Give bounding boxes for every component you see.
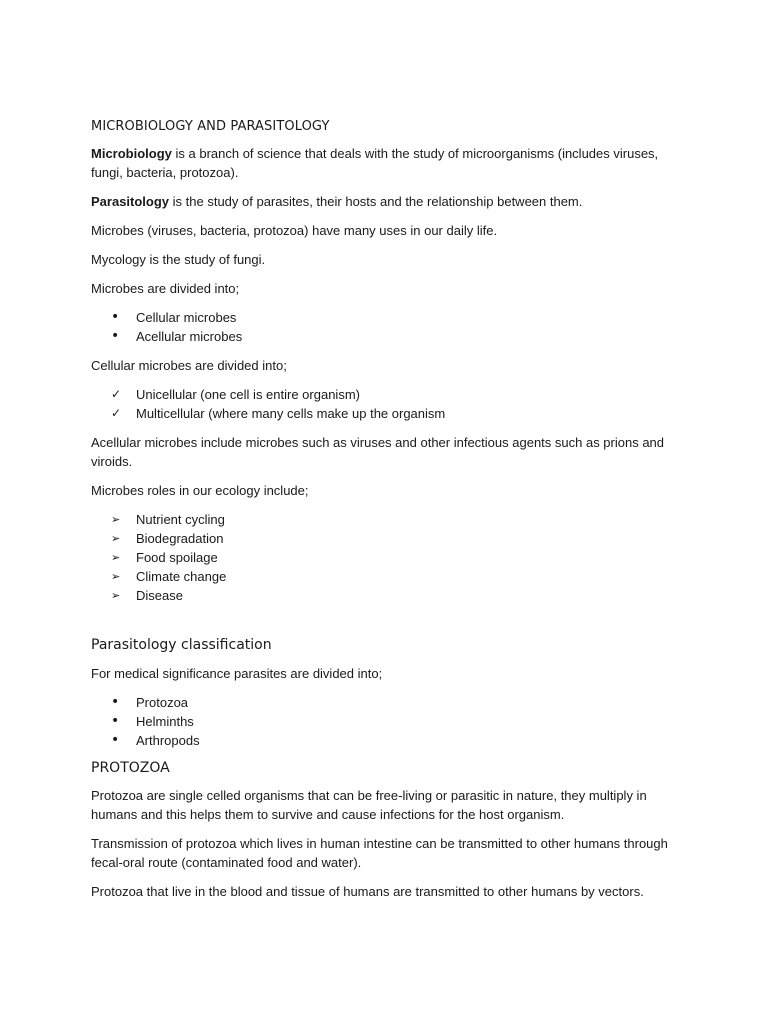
list-cellular-types [91,385,691,423]
bullet-icon [111,327,125,346]
bullet-icon [111,731,125,750]
term-parasitology: Parasitology [91,194,170,209]
paragraph-mycology: Mycology is the study of fungi. [91,252,266,267]
checkmark-icon [111,385,125,404]
list-item [91,586,691,605]
list-item-text: Cellular microbes [136,310,237,325]
arrowhead-icon [111,548,125,567]
list-item-text: Nutrient cycling [136,512,225,527]
list-item [91,529,691,548]
list-item-text: Unicellular (one cell is entire organism) [136,387,360,402]
checkmark-icon [111,404,125,423]
paragraph-medical-significance: For medical significance parasites are divided into; [91,666,383,681]
list-ecology-roles [91,510,691,605]
arrowhead-icon [111,567,125,586]
paragraph-parasitology [91,192,691,211]
list-item [91,308,691,327]
list-item [91,510,691,529]
list-item [91,693,691,712]
paragraph-protozoa-transmission: Transmission of protozoa which lives in human intestine can be transmitted to other humans through fecal-oral route (contaminated food and water). [91,836,668,870]
paragraph-microbe-uses: Microbes (viruses, bacteria, protozoa) have many uses in our daily life. [91,223,498,238]
document-title: MICROBIOLOGY AND PARASITOLOGY [91,119,330,134]
arrowhead-icon [111,586,125,605]
definition-microbiology: is a branch of science that deals with the study of microorganisms (includes viruses, fungi, bacteria, protozoa). [91,146,659,180]
list-item-text: Arthropods [136,733,200,748]
arrowhead-icon [111,529,125,548]
definition-parasitology: is the study of parasites, their hosts and the relationship between them. [169,194,583,209]
list-item-text: Acellular microbes [136,329,243,344]
list-item [91,712,691,731]
list-item-text: Multicellular (where many cells make up the organism [136,406,446,421]
paragraph-microbe-division: Microbes are divided into; [91,281,240,296]
arrowhead-icon [111,510,125,529]
list-item [91,567,691,586]
list-item-text: Climate change [136,569,227,584]
document-body [91,119,691,911]
bullet-icon [111,693,125,712]
term-microbiology: Microbiology [91,146,172,161]
list-item [91,404,691,423]
list-item-text: Protozoa [136,695,189,710]
paragraph-protozoa-vectors: Protozoa that live in the blood and tissue of humans are transmitted to other humans by vectors. [91,884,644,899]
list-item-text: Food spoilage [136,550,218,565]
list-item-text: Helminths [136,714,194,729]
list-item [91,385,691,404]
bullet-icon [111,308,125,327]
list-item [91,548,691,567]
section-heading-protozoa: PROTOZOA [91,760,170,776]
list-item-text: Biodegradation [136,531,224,546]
bullet-icon [111,712,125,731]
paragraph-cellular-division: Cellular microbes are divided into; [91,358,287,373]
paragraph-microbiology [91,144,691,182]
list-item [91,327,691,346]
paragraph-protozoa-definition: Protozoa are single celled organisms that can be free-living or parasitic in nature, they multiply in humans and this helps them to survive and cause infections for the host organism. [91,788,647,822]
section-heading-classification: Parasitology classification [91,637,272,653]
list-microbe-types [91,308,691,346]
list-item [91,731,691,750]
list-item-text: Disease [136,588,183,603]
paragraph-ecology-roles: Microbes roles in our ecology include; [91,483,309,498]
list-parasite-types [91,693,691,750]
paragraph-acellular: Acellular microbes include microbes such as viruses and other infectious agents such as prions and viroids. [91,435,665,469]
